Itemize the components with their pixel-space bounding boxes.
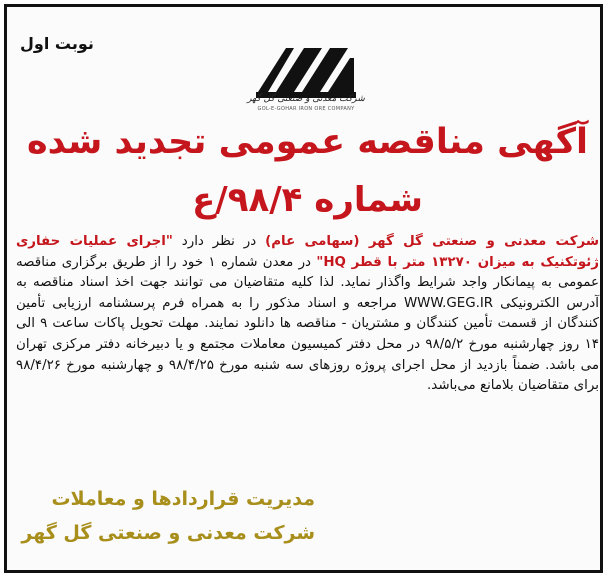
project-title: "اجرای عملیات حفاری ژئوتکنیک به میزان ۱۳۲۷۰ متر با قطر HQ" (16, 234, 599, 270)
signature-company: شرکت معدنی و صنعتی گل گهر (21, 522, 315, 544)
round-label: نوبت اول (20, 34, 94, 53)
logo-subcaption: GOL-E-GOHAR IRON ORE COMPANY (257, 106, 355, 112)
notice-body (16, 232, 599, 397)
signature-department: مدیریت قراردادها و معاملات (51, 488, 315, 510)
body-rest: در معدن شماره ۱ خود را از طریق برگزاری مناقصه عمومی به پیمانکار واجد شرایط واگذار نماید. لذا کلیه متقاضیان می توانند جهت اخذ اسناد مناقصه به آدرس الکترونیکی WWW.GEG.IR مراجعه و اسناد مذکور را به همراه فرم پرسشنامه ارزیابی تأمین کنندگان از قسمت تأمین کنندگان و مشتریان - مناقصه ها دانلود نمایند. مهلت تحویل پاکات ساعت ۹ الی ۱۴ روز چهارشنبه مورخ ۹۸/۵/۲ در محل دفتر کمیسیون معاملات مجتمع و یا دبیرخانه دفتر مرکزی تهران می باشد. ضمناً بازدید از محل اجرای پروژه روزهای سه شنبه مورخ ۹۸/۴/۲۵ و چهارشنبه مورخ ۹۸/۴/۲۶ برای متقاضیان بلامانع می‌باشد. (16, 254, 600, 394)
notice-title: آگهی مناقصه عمومی تجدید شده (27, 122, 588, 162)
logo-caption: شرکت معدنی و صنعتی گل گهر (247, 94, 365, 104)
notice-number: شماره ۹۸/۴/ع (192, 180, 423, 220)
company-name: شرکت معدنی و صنعتی گل گهر (سهامی عام) (265, 234, 599, 249)
body-intro-rest: در نظر دارد (172, 234, 266, 249)
